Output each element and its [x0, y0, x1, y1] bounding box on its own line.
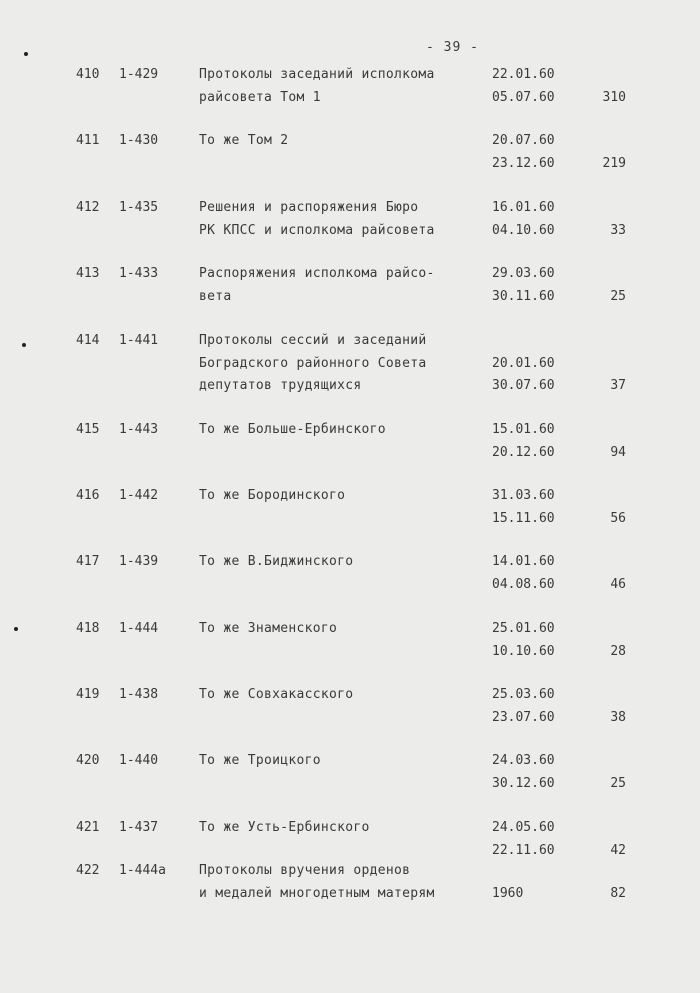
entry-code: 1-441	[119, 333, 159, 348]
entry-line	[0, 442, 700, 465]
entry-title: райсовета Том 1	[199, 89, 321, 105]
entry-line	[0, 551, 700, 574]
entry-title: То же Бородинского	[199, 488, 346, 503]
entry-line	[0, 130, 700, 153]
entry-line	[0, 197, 700, 220]
entry-line	[0, 684, 700, 707]
inventory-entry	[0, 197, 700, 242]
inventory-entry	[0, 551, 700, 596]
entry-line	[0, 508, 700, 531]
entry-sheet-count: 42	[610, 842, 626, 858]
inventory-entry	[0, 684, 700, 729]
entry-number: 412	[76, 200, 100, 215]
inventory-entry	[0, 330, 700, 398]
entry-title: То же Совхакасского	[199, 687, 354, 702]
entry-number: 419	[76, 687, 100, 702]
entry-code: 1-439	[119, 554, 159, 569]
entry-code: 1-429	[119, 67, 159, 82]
entry-number: 414	[76, 333, 100, 348]
entry-title: и медалей многодетным матерям	[199, 885, 435, 901]
entry-title: Протоколы вручения орденов	[199, 863, 411, 878]
entry-code: 1-444а	[119, 863, 166, 878]
entry-title: Протоколы заседаний исполкома	[199, 67, 435, 82]
entry-line	[0, 574, 700, 597]
inventory-entry	[0, 130, 700, 175]
entry-number: 413	[76, 266, 100, 281]
inventory-entry	[0, 860, 700, 905]
entry-line	[0, 485, 700, 508]
entry-line	[0, 330, 700, 353]
entry-code: 1-443	[119, 422, 159, 437]
entry-date: 20.07.60	[492, 133, 555, 148]
entry-date: 22.01.60	[492, 67, 555, 82]
entry-title: То же Больше-Ербинского	[199, 422, 386, 437]
entry-line	[0, 618, 700, 641]
entry-sheet-count: 25	[610, 775, 626, 791]
entry-line	[0, 87, 700, 110]
entry-date: 05.07.60	[492, 89, 555, 105]
inventory-entry	[0, 750, 700, 795]
entry-code: 1-444	[119, 621, 159, 636]
entry-title: То же Усть-Ербинского	[199, 820, 370, 835]
entry-number: 418	[76, 621, 100, 636]
entry-date: 15.11.60	[492, 510, 555, 526]
entry-line	[0, 707, 700, 730]
entry-number: 421	[76, 820, 100, 835]
entry-date: 30.07.60	[492, 378, 555, 393]
entry-sheet-count: 33	[610, 222, 626, 238]
entry-date: 14.01.60	[492, 554, 555, 569]
entry-number: 422	[76, 863, 100, 878]
entry-code: 1-438	[119, 687, 159, 702]
entry-line	[0, 353, 700, 376]
entry-date: 04.08.60	[492, 576, 555, 592]
entry-sheet-count: 38	[610, 709, 626, 725]
entry-line	[0, 375, 700, 398]
entry-line	[0, 153, 700, 176]
entry-title: вета	[199, 288, 232, 304]
entry-line	[0, 641, 700, 664]
entry-title: Протоколы сессий и заседаний	[199, 333, 427, 348]
entry-number: 416	[76, 488, 100, 503]
entry-number: 415	[76, 422, 100, 437]
entry-date: 25.01.60	[492, 621, 555, 636]
entry-date: 1960	[492, 885, 524, 901]
entry-line	[0, 817, 700, 840]
page-number: - 39 -	[426, 40, 479, 55]
entry-sheet-count: 37	[610, 378, 626, 393]
entry-date: 10.10.60	[492, 643, 555, 659]
scan-speck	[14, 627, 18, 631]
inventory-entry	[0, 618, 700, 663]
entry-date: 04.10.60	[492, 222, 555, 238]
entry-line	[0, 64, 700, 87]
entry-sheet-count: 310	[602, 89, 626, 105]
entry-line	[0, 419, 700, 442]
entry-date: 22.11.60	[492, 842, 555, 858]
entry-title: Решения и распоряжения Бюро	[199, 200, 419, 215]
entry-sheet-count: 28	[610, 643, 626, 659]
entry-line	[0, 750, 700, 773]
entry-sheet-count: 82	[610, 885, 626, 901]
inventory-entry	[0, 485, 700, 530]
entry-date: 23.07.60	[492, 709, 555, 725]
entry-date: 20.12.60	[492, 444, 555, 460]
entry-date: 16.01.60	[492, 200, 555, 215]
entry-line	[0, 840, 700, 863]
inventory-entry	[0, 64, 700, 109]
entry-date: 24.05.60	[492, 820, 555, 835]
entry-number: 417	[76, 554, 100, 569]
entry-line	[0, 773, 700, 796]
entry-line	[0, 860, 700, 883]
entry-line	[0, 263, 700, 286]
entry-code: 1-437	[119, 820, 159, 835]
entry-code: 1-430	[119, 133, 159, 148]
entry-title: Боградского районного Совета	[199, 355, 427, 371]
scan-speck	[22, 343, 26, 347]
entry-code: 1-435	[119, 200, 159, 215]
entry-title: Распоряжения исполкома райсо-	[199, 266, 435, 281]
inventory-entry	[0, 263, 700, 308]
entry-title: То же Знаменского	[199, 621, 338, 636]
entry-line	[0, 220, 700, 243]
entry-date: 15.01.60	[492, 422, 555, 437]
entry-title: То же В.Биджинского	[199, 554, 354, 569]
inventory-entry	[0, 817, 700, 862]
entry-number: 420	[76, 753, 100, 768]
entry-date: 25.03.60	[492, 687, 555, 702]
entry-date: 20.01.60	[492, 355, 555, 371]
entry-sheet-count: 56	[610, 510, 626, 526]
entry-title: То же Том 2	[199, 133, 289, 148]
entry-title: То же Троицкого	[199, 753, 321, 768]
entry-sheet-count: 25	[610, 288, 626, 304]
entry-title: депутатов трудящихся	[199, 378, 362, 393]
entry-date: 23.12.60	[492, 155, 555, 171]
entry-date: 29.03.60	[492, 266, 555, 281]
entry-number: 410	[76, 67, 100, 82]
entry-sheet-count: 94	[610, 444, 626, 460]
scan-speck	[24, 52, 28, 56]
entry-code: 1-442	[119, 488, 159, 503]
entry-title: РК КПСС и исполкома райсовета	[199, 222, 435, 238]
entry-code: 1-440	[119, 753, 159, 768]
entry-date: 24.03.60	[492, 753, 555, 768]
entry-date: 31.03.60	[492, 488, 555, 503]
entry-number: 411	[76, 133, 100, 148]
entry-date: 30.12.60	[492, 775, 555, 791]
inventory-entry	[0, 419, 700, 464]
entry-date: 30.11.60	[492, 288, 555, 304]
entry-code: 1-433	[119, 266, 159, 281]
entry-sheet-count: 219	[602, 155, 626, 171]
entry-line	[0, 883, 700, 906]
entry-line	[0, 286, 700, 309]
entry-sheet-count: 46	[610, 576, 626, 592]
